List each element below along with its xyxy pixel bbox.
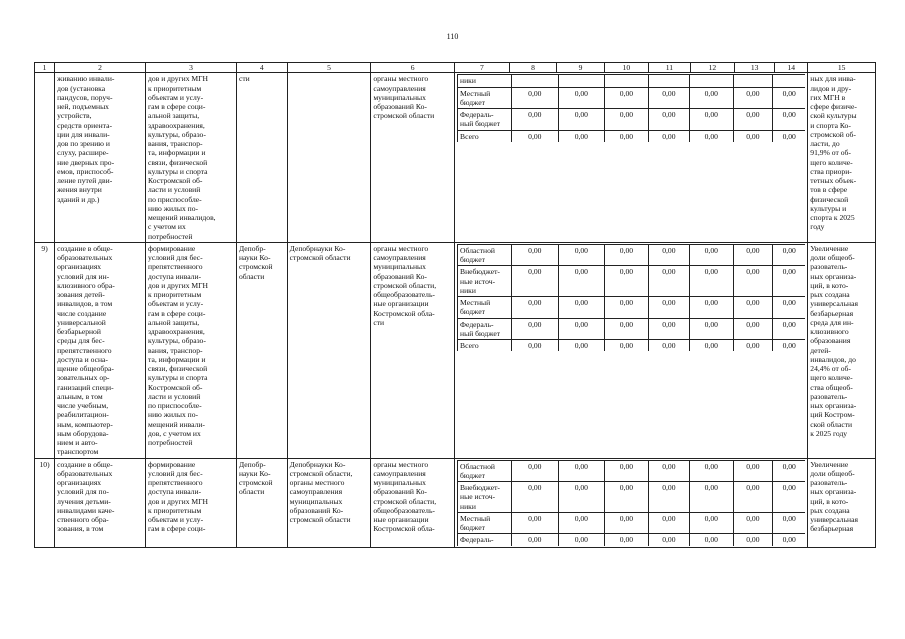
funding-amount-cell: 0,00	[605, 460, 649, 482]
funding-amount-cell: 0,00	[512, 340, 559, 352]
funding-amount-cell: 0,00	[648, 512, 689, 534]
funding-amount-cell: 0,00	[512, 512, 559, 534]
funding-amount-cell: 0,00	[558, 534, 605, 546]
funding-amount-cell: 0,00	[648, 109, 689, 131]
funding-amount-cell	[773, 75, 806, 87]
column-number-cell: 12	[690, 63, 734, 73]
participant-cell: органы местного самоуправления муниципальных образований Ко- стромской области	[371, 73, 455, 243]
column-number-cell: 2	[55, 63, 146, 73]
funding-amount-cell: 0,00	[773, 266, 806, 297]
funding-amount-cell: 0,00	[512, 266, 559, 297]
financing-row	[458, 460, 806, 482]
financing-row	[458, 318, 806, 340]
funding-amount-cell: 0,00	[648, 130, 689, 142]
column-number-cell: 3	[146, 63, 237, 73]
funding-amount-cell: 0,00	[512, 244, 559, 266]
column-number-cell: 1	[35, 63, 55, 73]
funding-amount-cell: 0,00	[512, 482, 559, 513]
funding-amount-cell: 0,00	[689, 297, 733, 319]
funding-amount-cell: 0,00	[558, 340, 605, 352]
funding-amount-cell: 0,00	[733, 244, 773, 266]
funding-source-cell: ники	[458, 75, 512, 87]
measure-name-cell: создание в обще- образовательных организациях условий для по- лучения детьми- инвалидами каче- ственного обра- зования, в том	[55, 458, 146, 547]
measure-name-cell: живанию инвали- дов (установка пандусов, поруч- ней, подъемных устройств, средств ориента- ции для инвали- дов по зрению и слуху, расшире- ние дверных про- емов, приспособ- ление путей дви- жения внутри зданий и др.)	[55, 73, 146, 243]
column-number-cell: 8	[509, 63, 556, 73]
funding-source-cell: Федераль- ный бюджет	[458, 318, 512, 340]
funding-amount-cell: 0,00	[605, 534, 649, 546]
funding-amount-cell: 0,00	[605, 244, 649, 266]
funding-amount-cell: 0,00	[733, 460, 773, 482]
row-number-cell	[35, 73, 55, 243]
funding-amount-cell: 0,00	[605, 512, 649, 534]
funding-amount-cell: 0,00	[733, 87, 773, 109]
funding-amount-cell: 0,00	[605, 318, 649, 340]
funding-amount-cell: 0,00	[558, 512, 605, 534]
financing-row	[458, 266, 806, 297]
table-row	[35, 458, 876, 547]
funding-amount-cell: 0,00	[512, 109, 559, 131]
goal-cell: формирование условий для бес- препятственного доступа инвали- дов и других МГН к приоритетным объектам и услу- гам в сфере соци-	[146, 458, 237, 547]
participant-cell: органы местного самоуправления муниципальных образований Ко- стромской области, общеобразователь- ные организации Костромской обла-	[371, 458, 455, 547]
funding-amount-cell: 0,00	[605, 266, 649, 297]
funding-amount-cell: 0,00	[558, 109, 605, 131]
table-row	[35, 73, 876, 243]
funding-amount-cell: 0,00	[773, 109, 806, 131]
funding-amount-cell: 0,00	[512, 534, 559, 546]
funding-amount-cell: 0,00	[648, 534, 689, 546]
page-bottom-margin	[0, 578, 905, 639]
page-number: 110	[446, 32, 459, 41]
column-number-cell: 14	[775, 63, 808, 73]
funding-source-cell: Всего	[458, 130, 512, 142]
funding-amount-cell: 0,00	[689, 87, 733, 109]
column-number-cell: 9	[557, 63, 604, 73]
funding-amount-cell: 0,00	[605, 109, 649, 131]
funding-amount-cell: 0,00	[733, 318, 773, 340]
financing-table	[457, 460, 805, 546]
measure-name-cell: создание в обще- образовательных организациях условий для ин- клюзивного обра- зования детей- инвалидов, в том числе создание универсальной безбарьерной среды для бес- препятственного доступа и осна- щение общеобра- зовательных ор- ганизаций специ- альным, в том числе учебным, реабилитацион- ным, компьютер- ным оборудова- нием и авто- транспортом	[55, 242, 146, 458]
financing-row	[458, 87, 806, 109]
funding-amount-cell: 0,00	[733, 340, 773, 352]
funding-amount-cell: 0,00	[773, 87, 806, 109]
financing-row	[458, 512, 806, 534]
funding-amount-cell: 0,00	[689, 340, 733, 352]
funding-amount-cell: 0,00	[733, 534, 773, 546]
financing-row	[458, 534, 806, 546]
expected-result-cell: Увеличение доли общеоб- разователь- ных организа- ций, в кото- рых создана универсальная безбарьерная среда для ин- клюзивного образования детей- инвалидов, до 24,4% от об- щего количе- ства общеоб- разователь- ных организа- ций Костром- ской области к 2025 году	[808, 242, 876, 458]
funding-amount-cell: 0,00	[648, 460, 689, 482]
funding-amount-cell: 0,00	[648, 244, 689, 266]
funding-amount-cell	[558, 75, 605, 87]
financing-table	[457, 74, 805, 142]
funding-amount-cell: 0,00	[689, 534, 733, 546]
goal-cell: формирование условий для бес- препятственного доступа инвали- дов и других МГН к приоритетным объектам и услу- гам в сфере соци- альной защиты, здравоохранения, культуры, образо- вания, транспор- та, информации и связи, физической культуры и спорта Костромской об- ласти и условий по приспособле- нию жилых по- мещений инвали- дов, с учетом их потребностей	[146, 242, 237, 458]
co-executor-cell	[287, 73, 371, 243]
funding-amount-cell: 0,00	[773, 130, 806, 142]
financing-block	[455, 458, 808, 547]
funding-amount-cell: 0,00	[733, 297, 773, 319]
column-number-cell: 10	[604, 63, 648, 73]
column-number-cell: 13	[735, 63, 775, 73]
funding-amount-cell	[689, 75, 733, 87]
funding-amount-cell: 0,00	[773, 512, 806, 534]
funding-amount-cell: 0,00	[773, 297, 806, 319]
funding-amount-cell: 0,00	[512, 318, 559, 340]
funding-amount-cell: 0,00	[648, 87, 689, 109]
funding-amount-cell: 0,00	[605, 297, 649, 319]
funding-amount-cell: 0,00	[558, 87, 605, 109]
funding-amount-cell	[733, 75, 773, 87]
funding-amount-cell: 0,00	[773, 318, 806, 340]
financing-row	[458, 109, 806, 131]
financing-table	[457, 244, 805, 352]
column-number-cell: 5	[287, 63, 371, 73]
funding-amount-cell: 0,00	[558, 130, 605, 142]
funding-amount-cell: 0,00	[558, 244, 605, 266]
funding-source-cell: Местный бюджет	[458, 297, 512, 319]
column-number-cell: 4	[236, 63, 287, 73]
funding-amount-cell: 0,00	[648, 297, 689, 319]
responsible-executor-cell: Депобр- науки Ко- стромской области	[236, 458, 287, 547]
funding-amount-cell: 0,00	[689, 244, 733, 266]
funding-amount-cell: 0,00	[648, 340, 689, 352]
funding-amount-cell: 0,00	[605, 87, 649, 109]
funding-amount-cell: 0,00	[773, 244, 806, 266]
funding-amount-cell: 0,00	[605, 340, 649, 352]
funding-amount-cell: 0,00	[605, 130, 649, 142]
funding-amount-cell: 0,00	[558, 482, 605, 513]
funding-amount-cell: 0,00	[512, 460, 559, 482]
funding-amount-cell: 0,00	[689, 318, 733, 340]
funding-amount-cell: 0,00	[558, 318, 605, 340]
column-number-cell: 11	[648, 63, 690, 73]
financing-row	[458, 75, 806, 87]
funding-amount-cell: 0,00	[733, 266, 773, 297]
participant-cell: органы местного самоуправления муниципальных образований Ко- стромской области, общеобразователь- ные организации Костромской обла- сти	[371, 242, 455, 458]
funding-amount-cell	[648, 75, 689, 87]
funding-source-cell: Федераль- ный бюджет	[458, 109, 512, 131]
financing-row	[458, 340, 806, 352]
funding-amount-cell: 0,00	[648, 318, 689, 340]
funding-source-cell: Местный бюджет	[458, 512, 512, 534]
funding-amount-cell: 0,00	[689, 266, 733, 297]
funding-amount-cell: 0,00	[558, 266, 605, 297]
funding-amount-cell: 0,00	[773, 340, 806, 352]
row-number-cell: 9)	[35, 242, 55, 458]
program-table	[34, 62, 876, 548]
funding-source-cell: Всего	[458, 340, 512, 352]
expected-result-cell: Увеличение доли общеоб- разователь- ных организа- ций, в кото- рых создана универсальная безбарьерная	[808, 458, 876, 547]
funding-source-cell: Местный бюджет	[458, 87, 512, 109]
funding-source-cell: Федераль-	[458, 534, 512, 546]
funding-amount-cell: 0,00	[689, 109, 733, 131]
co-executor-cell: Депобрнауки Ко- стромской области, органы местного самоуправления муниципальных образований Ко- стромской области	[287, 458, 371, 547]
funding-amount-cell: 0,00	[773, 460, 806, 482]
responsible-executor-cell: Депобр- науки Ко- стромской области	[236, 242, 287, 458]
goal-cell: дов и других МГН к приоритетным объектам и услу- гам в сфере соци- альной защиты, здравоохранения, культуры, образо- вания, транспор- та, информации и связи, физической культуры и спорта Костромской об- ласти и условий по приспособле- нию жилых по- мещений инвалидов, с учетом их потребностей	[146, 73, 237, 243]
funding-amount-cell: 0,00	[733, 109, 773, 131]
funding-amount-cell: 0,00	[648, 482, 689, 513]
funding-amount-cell: 0,00	[773, 534, 806, 546]
funding-amount-cell: 0,00	[733, 512, 773, 534]
table-row	[35, 242, 876, 458]
financing-block	[455, 73, 808, 243]
financing-block	[455, 242, 808, 458]
financing-row	[458, 244, 806, 266]
funding-amount-cell: 0,00	[689, 130, 733, 142]
funding-amount-cell: 0,00	[512, 87, 559, 109]
funding-amount-cell: 0,00	[648, 266, 689, 297]
funding-amount-cell	[512, 75, 559, 87]
funding-amount-cell: 0,00	[733, 130, 773, 142]
co-executor-cell: Депобрнауки Ко- стромской области	[287, 242, 371, 458]
funding-amount-cell: 0,00	[773, 482, 806, 513]
funding-source-cell: Внебюджет- ные источ- ники	[458, 266, 512, 297]
column-number-cell: 6	[371, 63, 455, 73]
financing-row	[458, 297, 806, 319]
funding-source-cell: Областной бюджет	[458, 244, 512, 266]
funding-amount-cell: 0,00	[689, 512, 733, 534]
funding-source-cell: Областной бюджет	[458, 460, 512, 482]
responsible-executor-cell: сти	[236, 73, 287, 243]
expected-result-cell: ных для инва- лидов и дру- гих МГН в сфере физиче- ской культуры и спорта Ко- стромской об- ласти, до 91,9% от об- щего количе- ства приори- тетных объек- тов в сфере физической культуры и спорта к 2025 году	[808, 73, 876, 243]
funding-amount-cell: 0,00	[512, 297, 559, 319]
column-number-row	[35, 63, 876, 73]
row-number-cell: 10)	[35, 458, 55, 547]
financing-row	[458, 482, 806, 513]
funding-amount-cell: 0,00	[558, 460, 605, 482]
funding-amount-cell: 0,00	[689, 482, 733, 513]
funding-amount-cell	[605, 75, 649, 87]
funding-amount-cell: 0,00	[605, 482, 649, 513]
funding-amount-cell: 0,00	[558, 297, 605, 319]
funding-amount-cell: 0,00	[689, 460, 733, 482]
column-number-cell: 15	[808, 63, 876, 73]
funding-amount-cell: 0,00	[512, 130, 559, 142]
funding-source-cell: Внебюджет- ные источ- ники	[458, 482, 512, 513]
funding-amount-cell: 0,00	[733, 482, 773, 513]
financing-row	[458, 130, 806, 142]
column-number-cell: 7	[455, 63, 510, 73]
